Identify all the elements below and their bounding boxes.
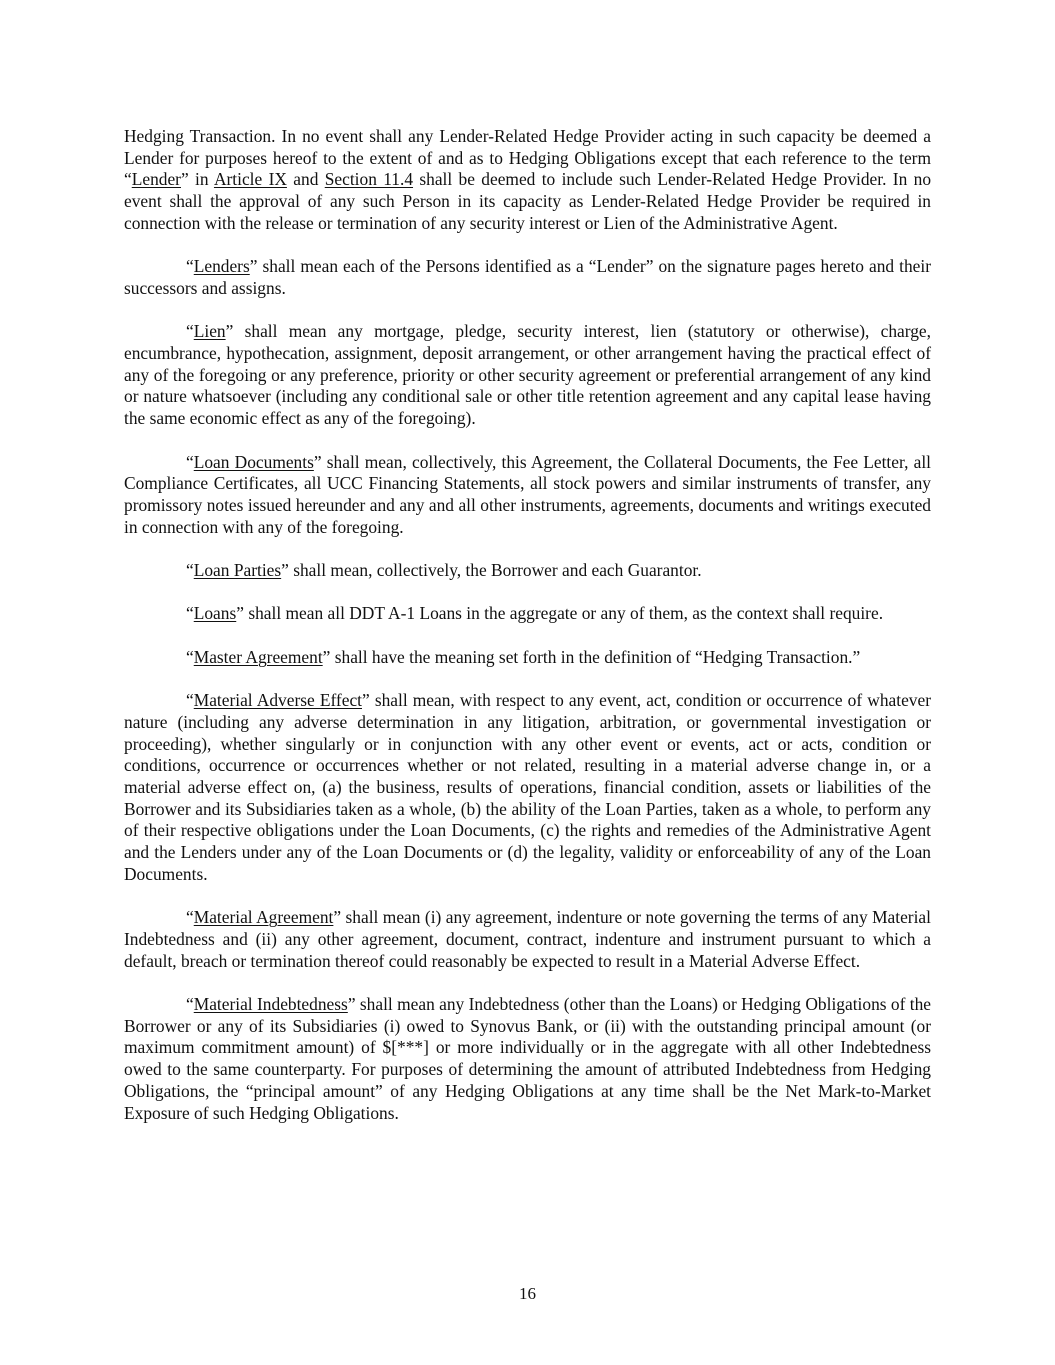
definition-loans	[124, 603, 931, 625]
defined-term: Master Agreement	[193, 646, 323, 667]
defined-term: Loan Parties	[193, 560, 282, 580]
open-quote: “	[186, 256, 194, 277]
document-page	[124, 126, 931, 1146]
open-quote: “	[186, 993, 194, 1014]
definition-text: ” shall mean, collectively, this Agreement, the Collateral Documents, the Fee Letter, all Compliance Certificates, all UCC Financing Statements, all stock powers and similar instruments of transfer, any promissory notes issued hereunder and any and all other instruments, agreements, documents and writings executed in connection with any of the foregoing.	[124, 451, 931, 537]
definition-loan-parties	[124, 560, 931, 582]
definition-text: ” shall mean all DDT A-1 Loans in the aggregate or any of them, as the context shall require.	[236, 603, 884, 624]
open-quote: “	[186, 646, 194, 667]
defined-term: Loan Documents	[193, 451, 314, 472]
definition-master-agreement	[124, 647, 931, 669]
open-quote: “	[186, 560, 194, 580]
definition-text: ” shall mean (i) any agreement, indenture or note governing the terms of any Material Indebtedness and (ii) any other agreement, document, contract, indenture and instrument pursuant to which a default, breach or termination thereof could reasonably be expected to result in a Material Adverse Effect.	[124, 907, 931, 971]
paragraph-hedging-transaction-continued	[124, 126, 931, 235]
definition-text: ” shall mean any mortgage, pledge, security interest, lien (statutory or otherwise), charge, encumbrance, hypothecation, assignment, deposit arrangement, or other arrangement having the practical effect of any of the foregoing or any preference, priority or other security agreement or preferential arrangement of any kind or nature whatsoever (including any conditional sale or other title retention agreement and any capital lease having the same economic effect as any of the foregoing).	[124, 321, 931, 429]
paragraph-text: and	[286, 169, 325, 190]
open-quote: “	[186, 907, 194, 928]
open-quote: “	[186, 690, 194, 711]
definition-lien	[124, 321, 931, 430]
definition-text: ” shall mean each of the Persons identified as a “Lender” on the signature pages hereto and their successors and assigns.	[124, 256, 931, 298]
paragraph-text: ” in	[180, 169, 214, 190]
defined-term: Lenders	[193, 256, 250, 277]
open-quote: “	[186, 321, 194, 342]
definition-text: ” shall mean any Indebtedness (other than the Loans) or Hedging Obligations of the Borrower or any of its Subsidiaries (i) owed to Synovus Bank, or (ii) with the outstanding principal amount (or maximum commitment amount) of $[***] or more individually or in the aggregate with all other Indebtedness owed to the same counterparty. For purposes of determining the amount of attributed Indebtedness from Hedging Obligations, the “principal amount” of any Hedging Obligations at any time shall be the Net Mark-to-Market Exposure of such Hedging Obligations.	[124, 993, 931, 1123]
defined-term-lender: Lender	[131, 169, 181, 190]
definition-lenders	[124, 256, 931, 299]
definition-material-indebtedness	[124, 994, 931, 1124]
defined-term: Material Adverse Effect	[193, 690, 362, 711]
paragraph-text: shall be deemed to include such Lender-Related Hedge Provider. In no event shall the approval of any such Person in its capacity as Lender-Related Hedge Provider be required in connection with the release or termination of any security interest or Lien of the Administrative Agent.	[124, 169, 932, 233]
definition-loan-documents	[124, 452, 931, 539]
definition-material-adverse-effect	[124, 690, 931, 885]
open-quote: “	[186, 603, 194, 624]
definition-text: ” shall mean, collectively, the Borrower and each Guarantor.	[281, 560, 702, 580]
definition-text: ” shall mean, with respect to any event, act, condition or occurrence of whatever nature (including any adverse determination in any litigation, arbitration, or governmental investigation or proceeding), whether singularly or in conjunction with any other event or events, act or acts, condition or conditions, occurrence or occurrences whether or not related, resulting in a material adverse change in, or a material adverse effect on, (a) the business, results of operations, financial condition, assets or liabilities of the Borrower and its Subsidiaries taken as a whole, (b) the ability of the Loan Parties, taken as a whole, to perform any of their respective obligations under the Loan Documents, (c) the rights and remedies of the Administrative Agent and the Lenders under any of the Loan Documents or (d) the legality, validity or enforceability of any of the Loan Documents.	[124, 690, 931, 884]
defined-term: Material Agreement	[193, 907, 334, 928]
defined-term: Material Indebtedness	[193, 993, 348, 1014]
definition-text: ” shall have the meaning set forth in the definition of “Hedging Transaction.”	[322, 646, 861, 667]
definition-material-agreement	[124, 907, 931, 972]
open-quote: “	[186, 451, 194, 472]
page-number: 16	[519, 1284, 536, 1303]
defined-term: Lien	[193, 321, 226, 342]
cross-reference-section-11-4: Section 11.4	[324, 169, 414, 190]
paragraph-text: Hedging Transaction. In no event shall any Lender-Related Hedge Provider acting in such capacity be deemed a Lender for purposes hereof to the extent of and as to Hedging Obligations except that each reference to the term “	[124, 126, 931, 190]
defined-term: Loans	[193, 603, 237, 624]
cross-reference-article-ix: Article IX	[213, 169, 287, 190]
